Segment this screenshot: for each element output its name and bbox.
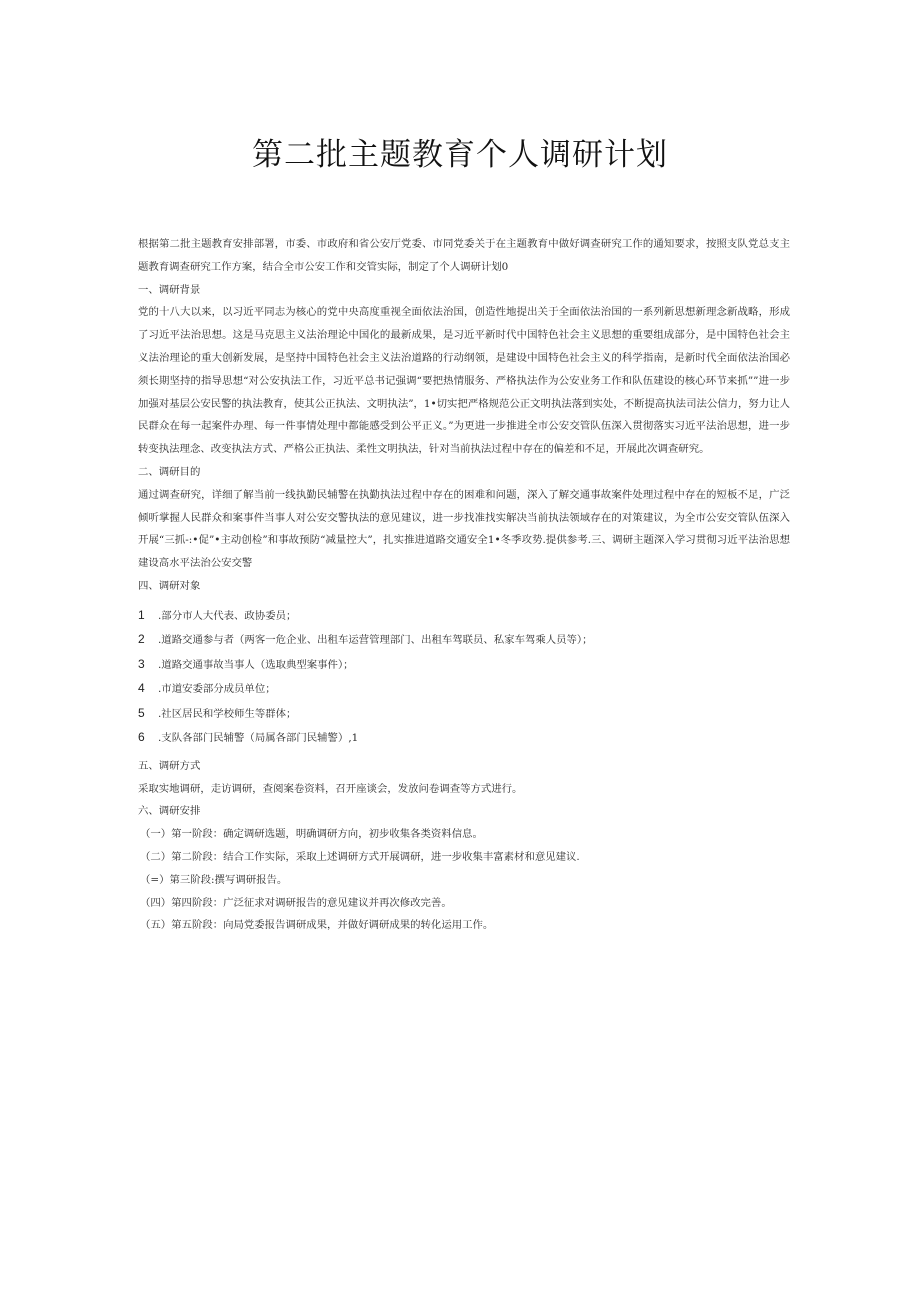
list-item-text: .支队各部门民辅警（局属各部门民辅警）,1 [158,732,359,745]
schedule-stage: （一）第一阶段：确定调研选题，明确调研方向，初步收集各类资料信息。 [140,828,483,841]
list-item [138,701,790,726]
purpose-paragraph: 通过调查研究，详细了解当前一线执勤民辅警在执勤执法过程中存在的困难和问题，深入了解交通事故案件处理过程中存在的短板不足，广泛倾听掌握人民群众和案事件当事人对公安交警执法的意见建议，进一步找准找实解决当前执法领域存在的对策建议，为全市公安交管队伍深入开展“三抓-:•促”•主动创检”和事故预防“减量控大”，扎实推进道路交通安全1•冬季攻势.提供参考.三、调研主题深入学习贯彻习近平法治思想建设高水平法治公安交警 [138,488,790,570]
list-item [138,603,790,628]
list-item-text: .市道安委部分成员单位； [158,683,276,696]
list-item [138,652,790,677]
page-title: 第二批主题教育个人调研计划 [252,137,668,173]
list-item-text: .部分市人大代表、政协委员； [158,609,297,622]
document-body [138,233,790,937]
list-item [138,627,790,652]
section-heading-targets: 四、调研对象 [138,579,201,592]
list-item-text: .社区居民和学校师生等群体； [158,707,297,720]
list-item-number: 6 [138,730,145,745]
section-heading-background: 一、调研背景 [138,283,201,296]
section-heading-methods: 五、调研方式 [138,759,201,772]
list-item-number: 4 [138,681,145,696]
list-item-number: 1 [138,607,145,622]
schedule-stage: （五）第五阶段：向局党委报告调研成果，并做好调研成果的转化运用工作。 [140,919,494,932]
list-item-number: 5 [138,705,145,720]
list-item-number: 3 [138,656,145,671]
schedule-stage: （四）第四阶段：广泛征求对调研报告的意见建议并再次修改完善。 [140,896,452,909]
section-heading-schedule: 六、调研安排 [138,805,201,818]
background-paragraph: 党的十八大以来，以习近平同志为核心的党中央高度重视全面依法治国，创造性地提出关于全面依法治国的一系列新思想新理念新战略，形成了习近平法治思想。这是马克思主义法治理论中国化的最新成果，是习近平新时代中国特色社会主义思想的重要组成部分，是中国特色社会主义法治理论的重大创新发展，是坚持中国特色社会主义法治道路的行动纲领，是建设中国特色社会主义的科学指南，是新时代全面依法治国必须长期坚持的指导思想“对公安执法工作，习近平总书记强调“要把热情服务、严格执法作为公安业务工作和队伍建设的核心环节来抓””进一步加强对基层公安民警的执法教育，使其公正执法、文明执法”，1•切实把严格规范公正文明执法落到实处，不断提高执法司法公信力，努力让人民群众在每一起案件办理、每一件事情处理中都能感受到公平正义。”为更进一步推进全市公安交管队伍深入贯彻落实习近平法治思想，进一步转变执法理念、改变执法方式、严格公正执法、柔性文明执法，针对当前执法过程中存在的偏差和不足，开展此次调查研究。 [138,306,790,456]
list-item-text: .道路交通事故当事人（选取典型案事件）； [158,658,354,671]
intro-paragraph: 根据第二批主题教育安排部署，市委、市政府和省公安厅党委、市同党委关于在主题教育中做好调查研究工作的通知要求，按照支队党总支主题教育调查研究工作方案，结合全市公安工作和交管实际，制定了个人调研计划0 [138,238,790,273]
list-item-text: .道路交通参与者（两客一危企业、出租车运营管理部门、出租车驾联员、私家车驾乘人员等）； [158,634,593,647]
schedule-stage: （=）第三阶段:撰写调研报告。 [140,873,288,886]
schedule-stage: （二）第二阶段：结合工作实际，采取上述调研方式开展调研，进一步收集丰富素材和意见建议. [140,850,580,863]
section-heading-purpose: 二、调研目的 [138,465,201,478]
list-item [138,725,790,750]
methods-paragraph: 采取实地调研，走访调研，查阅案卷资料，召开座谈会，发放问卷调查等方式进行。 [138,782,523,795]
list-item [138,676,790,701]
list-item-number: 2 [138,632,145,647]
targets-list [138,603,790,750]
